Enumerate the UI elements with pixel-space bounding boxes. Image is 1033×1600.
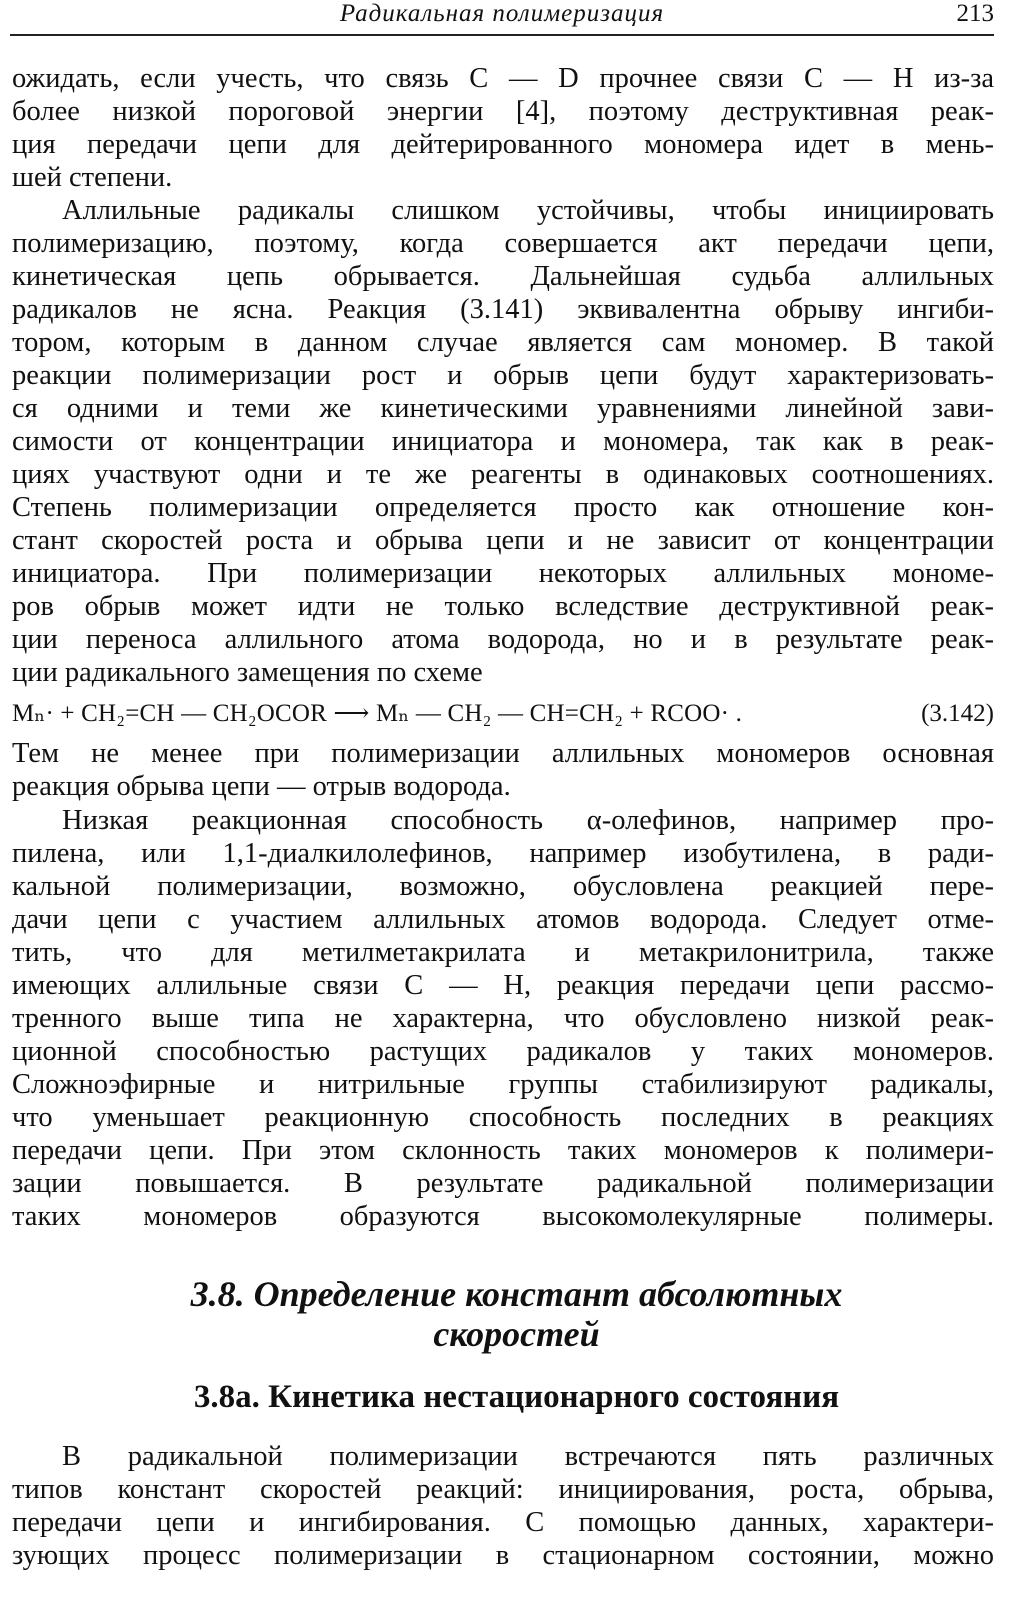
text-line: Тем не менее при полимеризации аллильных мономеров основная: [12, 738, 994, 769]
text-line: тором, которым в данном случае является сам мономер. В такой: [12, 327, 994, 358]
text-line: шей степени.: [12, 162, 173, 193]
text-line: имеющих аллильные связи C — H, реакция передачи цепи рассмо-: [12, 970, 994, 1001]
equation-text: Mₙ· + CH₂=CH — CH₂OCOR ⟶ Mₙ — CH₂ — CH=CH₂ + RCOO· .: [12, 700, 743, 727]
text-line: Степень полимеризации определяется просто как отношение кон-: [12, 492, 994, 523]
text-line: полимеризацию, поэтому, когда совершается акт передачи цепи,: [12, 228, 994, 259]
page-number: 213: [956, 0, 994, 27]
text-line: кальной полимеризации, возможно, обусловлена реакцией пере-: [12, 871, 994, 902]
text-line: В радикальной полимеризации встречаются пять различных: [62, 1441, 994, 1472]
section-heading-line-2: скоростей: [433, 1314, 600, 1354]
text-line: ся одними и теми же кинетическими уравнениями линейной зави-: [12, 393, 994, 424]
text-line: что уменьшает реакционную способность последних в реакциях: [12, 1102, 994, 1133]
running-head-title: Радикальная полимеризация: [339, 0, 665, 27]
text-line: передачи цепи и ингибирования. С помощью данных, характери-: [12, 1507, 994, 1538]
text-line: реакции полимеризации рост и обрыв цепи будут характеризовать-: [12, 360, 994, 391]
text-line: зации повышается. В результате радикальной полимеризации: [12, 1168, 994, 1199]
text-line: Аллильные радикалы слишком устойчивы, чтобы инициировать: [62, 195, 994, 226]
chemical-equation: [12, 697, 994, 730]
text-line: инициатора. При полимеризации некоторых аллильных мономе-: [12, 558, 994, 589]
text-line: передачи цепи. При этом склонность таких мономеров к полимери-: [12, 1135, 994, 1166]
text-line: тренного выше типа не характерна, что обусловлено низкой реак-: [12, 1003, 994, 1034]
text-line: таких мономеров образуются высокомолекулярные полимеры.: [12, 1201, 994, 1232]
text-line: циях участвуют одни и те же реагенты в одинаковых соотношениях.: [12, 459, 994, 490]
text-line: пилена, или 1,1-диалкилолефинов, например изобутилена, в ради-: [12, 838, 994, 869]
text-line: стант скоростей роста и обрыва цепи и не зависит от концентрации: [12, 525, 994, 556]
text-line: дачи цепи с участием аллильных атомов водорода. Следует отме-: [12, 904, 994, 935]
equation-number: (3.142): [921, 700, 994, 727]
text-line: симости от концентрации инициатора и мономера, так как в реак-: [12, 426, 994, 457]
text-line: радикалов не ясна. Реакция (3.141) эквивалентна обрыву ингиби-: [12, 294, 994, 325]
text-line: типов констант скоростей реакций: инициирования, роста, обрыва,: [12, 1474, 994, 1505]
text-line: ожидать, если учесть, что связь C — D прочнее связи C — H из-за: [12, 63, 994, 94]
text-line: Низкая реакционная способность α-олефинов, например про-: [62, 805, 994, 836]
text-line: реакция обрыва цепи — отрыв водорода.: [12, 771, 511, 802]
running-head: [10, 0, 994, 36]
text-line: более низкой пороговой энергии [4], поэтому деструктивная реак-: [12, 96, 994, 127]
text-line: ров обрыв может идти не только вследствие деструктивной реак-: [12, 591, 994, 622]
text-line: ции переноса аллильного атома водорода, но и в результате реак-: [12, 624, 994, 655]
text-line: кинетическая цепь обрывается. Дальнейшая судьба аллильных: [12, 261, 994, 292]
text-line: зующих процесс полимеризации в стационарном состоянии, можно: [12, 1540, 994, 1571]
section-heading: [0, 1274, 1033, 1354]
text-line: ции радикального замещения по схеме: [12, 657, 483, 688]
text-line: ционной способностью растущих радикалов у таких мономеров.: [12, 1036, 994, 1067]
text-line: Сложноэфирные и нитрильные группы стабилизируют радикалы,: [12, 1069, 994, 1100]
text-line: тить, что для метилметакрилата и метакрилонитрила, также: [12, 937, 994, 968]
text-line: ция передачи цепи для дейтерированного мономера идет в мень-: [12, 129, 994, 160]
section-heading-line-1: 3.8. Определение констант абсолютных: [190, 1274, 843, 1314]
subsection-heading: 3.8а. Кинетика нестационарного состояния: [193, 1379, 840, 1415]
